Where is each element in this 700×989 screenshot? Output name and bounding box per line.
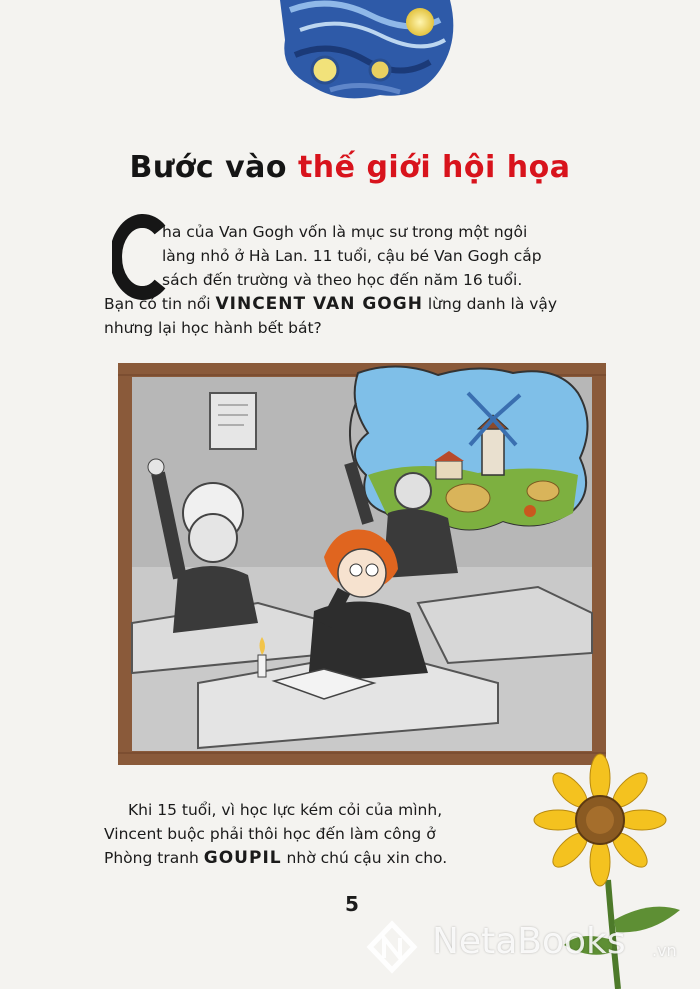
page-title (0, 150, 700, 185)
starry-night-painting-fragment (270, 0, 460, 105)
caption-line: Vincent buộc phải thôi học đến làm công ở (104, 825, 436, 843)
intro-line: làng nhỏ ở Hà Lan. 11 tuổi, cậu bé Van Gogh cắp (162, 247, 542, 265)
intro-paragraph (104, 220, 614, 340)
caption-paragraph (104, 798, 544, 870)
intro-line: sách đến trường và theo học đến năm 16 tuổi. (162, 271, 523, 289)
intro-line-4-start: Bạn có tin nổi (104, 295, 211, 313)
title-part-black: Bước vào (129, 150, 288, 185)
drop-cap-letter: C (112, 212, 113, 213)
goupil-caps: GOUPIL (203, 848, 282, 868)
intro-line (104, 292, 614, 316)
intro-line: ha của Van Gogh vốn là mục sư trong một ngôi (162, 223, 528, 241)
watermark-tld: .vn (652, 941, 677, 960)
caption-line-3-start: Phòng tranh (104, 849, 199, 867)
caption-line (104, 846, 544, 870)
title-part-red: thế giới hội họa (297, 150, 571, 185)
caption-line-3-end: nhờ chú cậu xin cho. (286, 849, 448, 867)
page-number: 5 (345, 892, 359, 916)
intro-line: nhưng lại học hành bết bát? (104, 319, 322, 337)
classroom-illustration (118, 363, 606, 765)
intro-line-4-end: lừng danh là vậy (427, 295, 558, 313)
caption-line: Khi 15 tuổi, vì học lực kém cỏi của mình, (128, 801, 443, 819)
artist-name-caps: VINCENT VAN GOGH (215, 294, 423, 314)
watermark-brand: NetaBooks (432, 921, 626, 962)
